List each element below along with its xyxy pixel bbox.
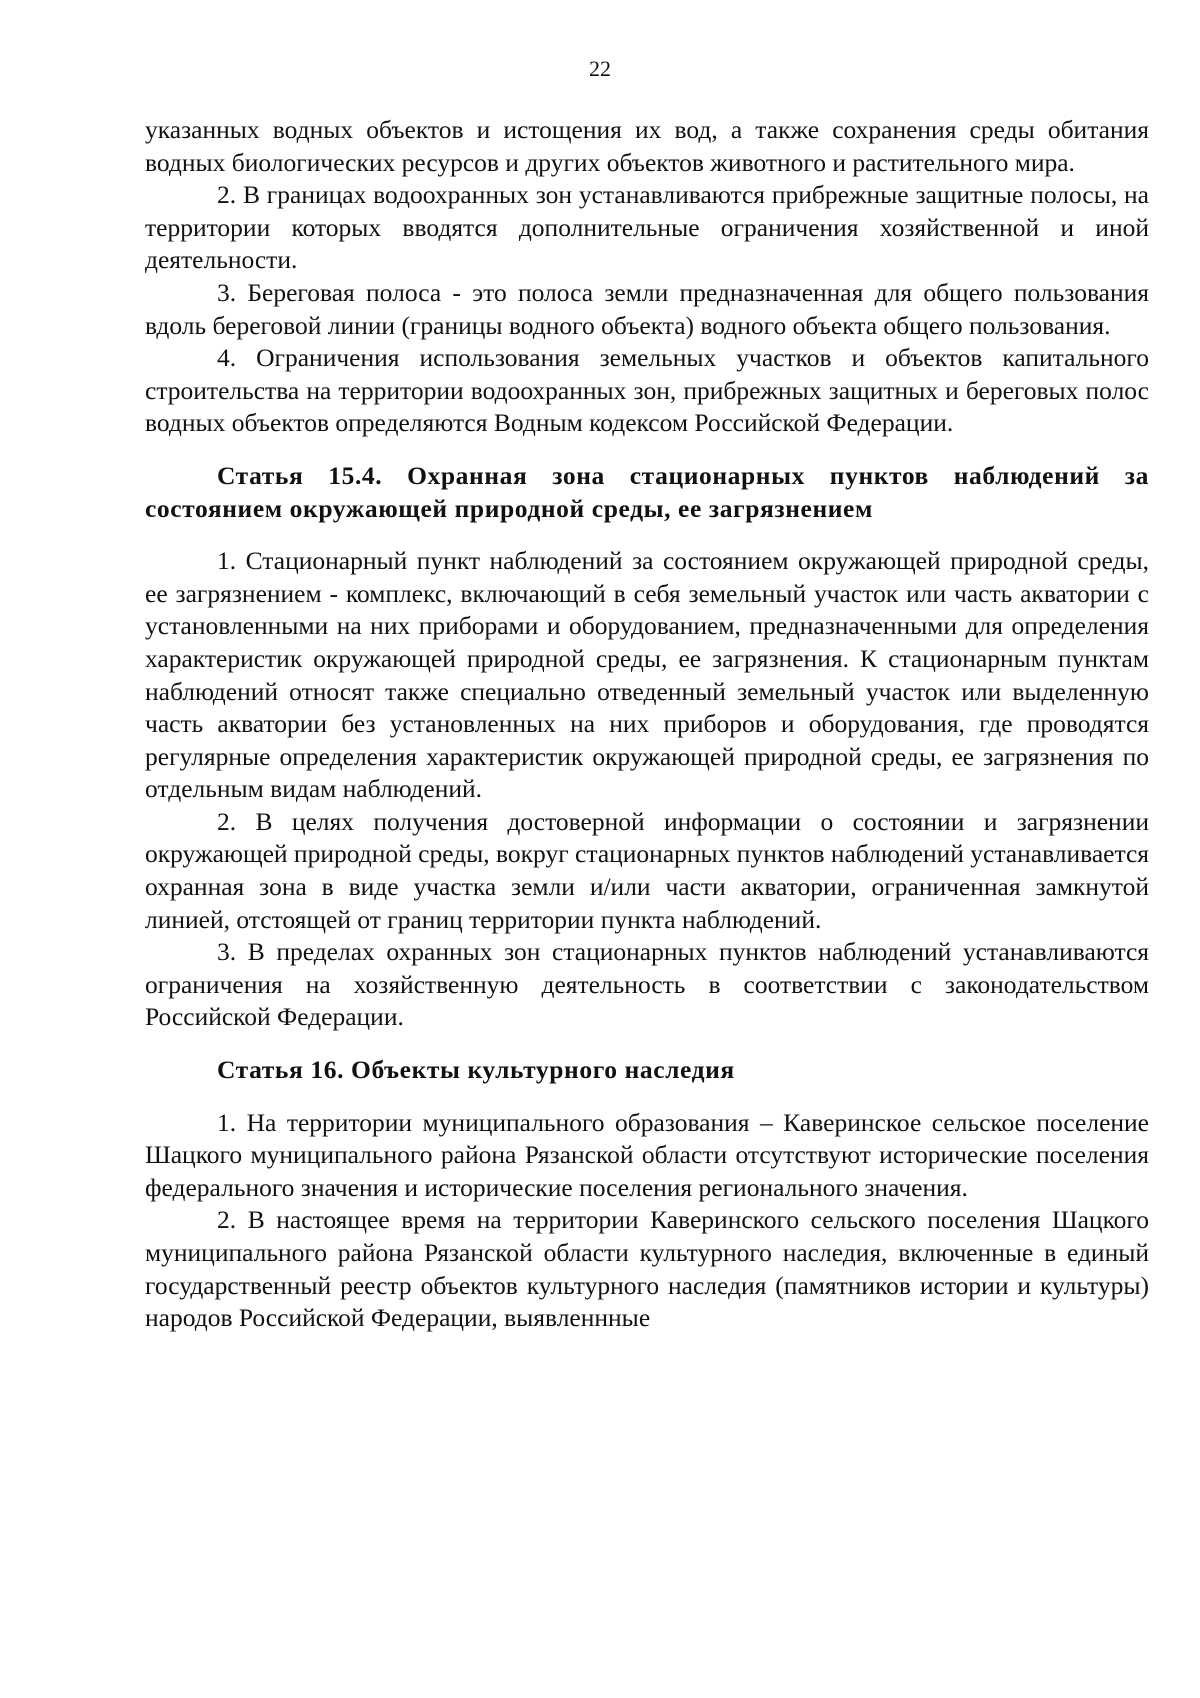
document-body	[145, 114, 1149, 1335]
page-number: 22	[589, 56, 611, 81]
spacer	[145, 525, 1149, 545]
article-15-4-heading: Статья 15.4. Охранная зона стационарных пунктов наблюдений за состоянием окружающей природной среды, ее загрязнением	[145, 460, 1149, 523]
spacer	[145, 1087, 1149, 1107]
paragraph-continuation: указанных водных объектов и истощения их вод, а также сохранения среды обитания водных биологических ресурсов и других объектов животного и растительного мира.	[145, 115, 1149, 177]
paragraph: 2. В настоящее время на территории Каверинского сельского поселения Шацкого муниципального района Рязанской области культурного наследия, включенные в единый государственный реестр объектов культурного наследия (памятников истории и культуры) народов Российской Федерации, выявленнные	[145, 1205, 1149, 1333]
spacer	[145, 440, 1149, 460]
paragraph: 3. В пределах охранных зон стационарных пунктов наблюдений устанавливаются ограничения на хозяйственную деятельность в соответствии с законодательством Российской Федерации.	[145, 937, 1149, 1032]
paragraph: 2. В целях получения достоверной информации о состоянии и загрязнении окружающей природной среды, вокруг стационарных пунктов наблюдений устанавливается охранная зона в виде участка земли и/или части акватории, ограниченная замкнутой линией, отстоящей от границ территории пункта наблюдений.	[145, 806, 1149, 934]
paragraph: 1. На территории муниципального образования – Каверинское сельское поселение Шацкого муниципального района Рязанской области отсутствуют исторические поселения федерального значения и исторические поселения регионального значения.	[145, 1107, 1149, 1202]
spacer	[145, 1034, 1149, 1054]
paragraph: 1. Стационарный пункт наблюдений за состоянием окружающей природной среды, ее загрязнением - комплекс, включающий в себя земельный участок или часть акватории с установленными на них приборами и оборудованием, предназначенными для определения характеристик окружающей природной среды, ее загрязнения. К стационарным пунктам наблюдений относят также специально отведенный земельный участок или выделенную часть акватории без установленных на них приборов и оборудования, где проводятся регулярные определения характеристик окружающей природной среды, ее загрязнения по отдельным видам наблюдений.	[145, 546, 1149, 804]
paragraph: 3. Береговая полоса - это полоса земли предназначенная для общего пользования вдоль береговой линии (границы водного объекта) водного объекта общего пользования.	[145, 277, 1149, 340]
article-16-heading: Статья 16. Объекты культурного наследия	[217, 1055, 735, 1085]
paragraph: 4. Ограничения использования земельных участков и объектов капитального строительства на территории водоохранных зон, прибрежных защитных и береговых полос водных объектов определяются Водным кодексом Российской Федерации.	[145, 343, 1149, 438]
paragraph: 2. В границах водоохранных зон устанавливаются прибрежные защитные полосы, на территории которых вводятся дополнительные ограничения хозяйственной и иной деятельности.	[145, 180, 1149, 275]
